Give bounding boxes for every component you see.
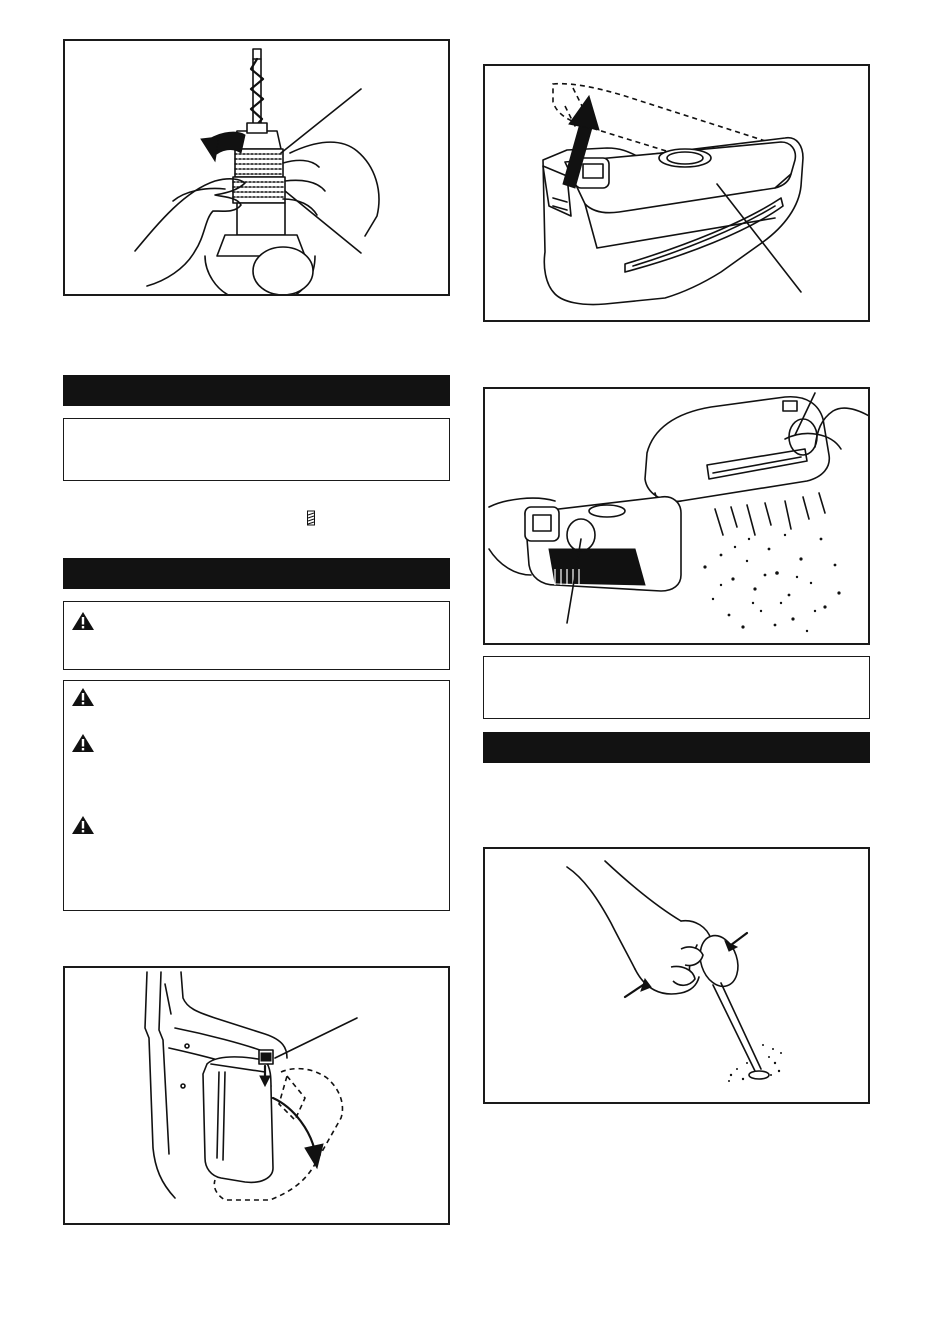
note-box-1 [63, 418, 450, 481]
figure-blow-out-bulb [483, 847, 870, 1104]
figure-drill-chuck [63, 39, 450, 296]
hammer-mode-symbol-icon [306, 510, 316, 526]
figure-dust-case-cover-open [483, 64, 870, 322]
warning-icon [71, 687, 95, 707]
section-heading-bar-2 [63, 558, 450, 589]
warning-icon [71, 815, 95, 835]
section-heading-bar-1 [63, 375, 450, 406]
section-heading-bar-3 [483, 732, 870, 763]
figure-dust-case-release [63, 966, 450, 1225]
drill-bit [251, 49, 263, 129]
warning-icon [71, 611, 95, 631]
note-box-2 [483, 656, 870, 719]
section-heading-2 [63, 564, 73, 581]
caution-box-1 [63, 601, 450, 670]
section-heading-3 [483, 738, 493, 755]
warning-group-box [63, 680, 450, 911]
figure-dust-emptying [483, 387, 870, 645]
section-heading-1 [63, 381, 73, 398]
warning-icon [71, 733, 95, 753]
